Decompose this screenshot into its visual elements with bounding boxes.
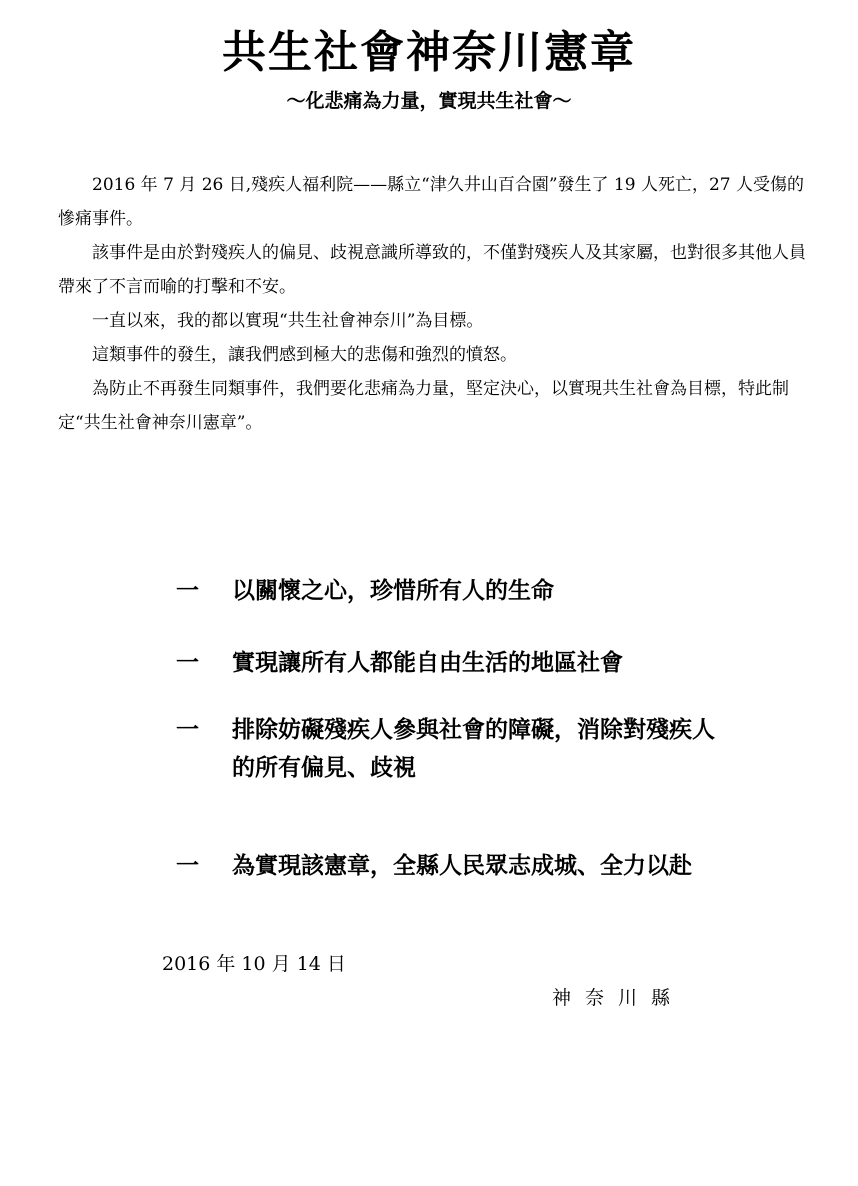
pledge-text: 以關懷之心，珍惜所有人的生命 xyxy=(232,578,554,604)
preamble-paragraph: 為防止不再發生同類事件，我們要化悲痛為力量，堅定決心，以實現共生社會為目標，特此制定“共生社會神奈川憲章”。 xyxy=(58,379,789,433)
document-title: 共生社會神奈川憲章 xyxy=(222,27,636,78)
preamble-paragraph: 一直以來，我的都以實現“共生社會神奈川”為目標。 xyxy=(92,311,484,331)
document-signer: 神奈川縣 xyxy=(552,987,685,1009)
document-date: 2016 年 10 月 14 日 xyxy=(162,953,346,975)
preamble-paragraph: 該事件是由於對殘疾人的偏見、歧視意識所導致的，不僅對殘疾人及其家屬，也對很多其他人員帶來了不言而喻的打擊和不安。 xyxy=(58,243,806,297)
pledge-mark: 一 xyxy=(176,853,199,879)
pledge-text: 實現讓所有人都能自由生活的地區社會 xyxy=(232,650,623,676)
document-subtitle: ～化悲痛為力量，實現共生社會～ xyxy=(286,90,572,112)
preamble-paragraph: 這類事件的發生，讓我們感到極大的悲傷和強烈的憤怒。 xyxy=(92,345,517,365)
pledge-text: 為實現該憲章，全縣人民眾志成城、全力以赴 xyxy=(232,853,692,879)
preamble xyxy=(58,168,818,440)
pledge-item xyxy=(176,847,736,885)
pledge-mark: 一 xyxy=(176,717,199,743)
pledge-item xyxy=(176,711,736,787)
pledge-item xyxy=(176,644,736,682)
pledge-mark: 一 xyxy=(176,578,199,604)
pledge-item xyxy=(176,572,736,610)
pledge-text: 排除妨礙殘疾人參與社會的障礙，消除對殘疾人的所有偏見、歧視 xyxy=(232,717,715,781)
preamble-paragraph: 2016 年 7 月 26 日,殘疾人福利院——縣立“津久井山百合園”發生了 19 人死亡，27 人受傷的慘痛事件。 xyxy=(58,175,804,229)
pledge-mark: 一 xyxy=(176,650,199,676)
